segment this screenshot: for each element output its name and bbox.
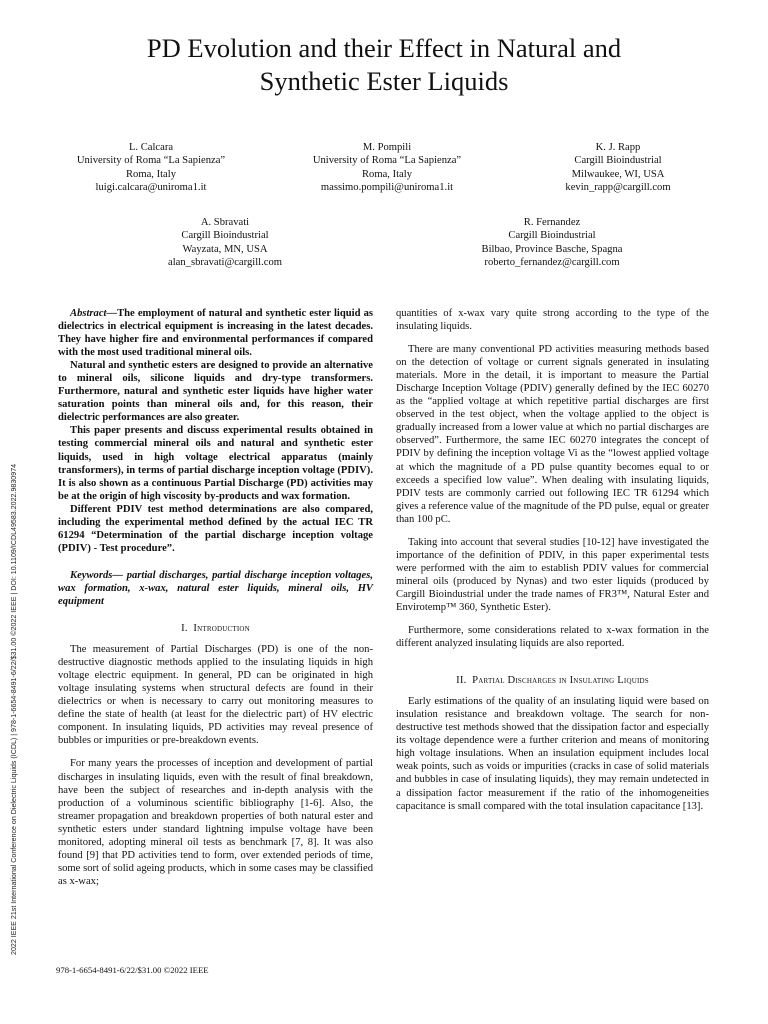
body-paragraph: The measurement of Partial Discharges (PD) is one of the non-destructive diagnostic methods applied to the insulating liquids in high voltage electric equipment. In general, PD can be originated in high voltage insulating systems when structural defects are found in their dielectrics or when is necessary to carry out monitoring measures to define the state of health (at least for the dielectric part) of HV electric component. In insulating liquids, PD activities may reveal presence of bubbles or impurities or pre-breakdown events. — [58, 644, 373, 747]
author-affiliation: Cargill Bioindustrial — [574, 155, 662, 167]
author-block — [437, 216, 667, 269]
author-affiliation: University of Roma “La Sapienza” — [76, 155, 226, 167]
doi-sidebar: 2022 IEEE 21st International Conference on Dielectric Liquids (ICDL) | 978-1-6654-8491-6/22/$31.00 ©2022 IEEE | DOI: 10.1109/ICDL49583.2022.9830974 — [10, 463, 18, 955]
keywords-label: Keywords— — [70, 569, 123, 581]
author-name: K. J. Rapp — [595, 142, 641, 153]
section-heading — [58, 622, 373, 635]
keywords-text: partial discharges, partial discharge inception voltages, wax formation, x-wax, natural ester liquids, mineral oils, HV equipment — [58, 569, 373, 607]
abstract-label: Abstract— — [70, 308, 118, 319]
author-block — [110, 216, 340, 269]
section-number: II. — [456, 675, 467, 687]
body-paragraph: Early estimations of the quality of an insulating liquid were based on insulation resistance and breakdown voltage. The search for non-destructive test methods showed that the dissipation factor and especially its voltage dependence were a further criterion and means of monitoring high voltage insulations. When an insulation equipment includes local weak points, such as voids or impurities (cracks in case of solid materials and bubbles in case of insulating liquids), they may remain undetected in a dissipation factor measurement if the ratio of the inhomogeneities capacitance is small compared with the total insulation capacitance [13]. — [396, 696, 709, 812]
author-affiliation: Cargill Bioindustrial — [181, 230, 269, 242]
author-name: A. Sbravati — [200, 217, 250, 228]
title-line-1: PD Evolution and their Effect in Natural and — [146, 33, 622, 63]
abstract-paragraph: This paper presents and discuss experimental results obtained in testing commercial mineral oils and natural and synthetic ester liquids, used in high voltage electrical apparatus (mainly transformers), in terms of partial discharge inception voltage (PDIV). It is also shown as a continuous Partial Discharge (PD) activities may be at the origin of high viscosity by-products and wax formation. — [58, 425, 373, 502]
section-heading — [396, 674, 709, 687]
abstract-paragraph: Different PDIV test method determinations are also compared, including the experimental method defined by the actual IEC TR 61294 “Determination of the partial discharge inception voltage (PDIV) - Test procedure”. — [58, 503, 373, 554]
author-name: M. Pompili — [362, 142, 412, 153]
section-number: I. — [181, 623, 188, 635]
abstract-paragraph: Natural and synthetic esters are designed to provide an alternative to mineral oils, silicone liquids and dry-type transformers. Furthermore, natural and synthetic ester liquids have higher water saturation points than mineral oils and, for this reason, their dielectric performances are also greater. — [58, 360, 373, 424]
left-column — [58, 307, 373, 898]
title-line-2: Synthetic Ester Liquids — [259, 66, 509, 96]
author-location: Roma, Italy — [125, 168, 176, 180]
abstract-paragraph — [58, 307, 373, 359]
author-email: kevin_rapp@cargill.com — [565, 181, 671, 193]
body-paragraph: There are many conventional PD activities measuring methods based on the detection of voltage or current signals generated in insulating materials. More in the detail, it is important to measure the Partial Discharge Inception Voltage (PDIV) generally defined by the IEC 60270 as the “applied voltage at which repetitive partial discharges are first observed in the test object, when the voltage applied to the object is gradually increased from a lower value at which no partial discharges are observed”. Furthermore, the same IEC 60270 integrates the concept of PDIV by defining the inception voltage Vi as the “lowest applied voltage at which the magnitude of a PD pulse quantity becomes equal to or exceeds a specified low value”. When dealing with insulating liquids, PDIV tests are commonly carried out following IEC TR 61294 which gives a reference value of the magnitude of the PD pulse, equal or greater than 100 pC. — [396, 344, 709, 525]
author-block — [503, 141, 733, 194]
body-paragraph: For many years the processes of inception and development of partial discharges in insulating liquids, even with the result of final breakdown, have been the subject of researches and in-depth analysis with the production of a voluminous scientific bibliography [1-6]. Also, the streamer propagation and breakdown properties of both natural ester and synthetic esters under standard lightning impulse voltage have been monitored, adopting mineral oil tests as benchmark [7, 8]. It was also found [9] that PD activities tend to form, over extended periods of time, some sort of solid ageing products, which in some cases may be classified as x-wax; — [58, 758, 373, 887]
author-block — [272, 141, 502, 194]
section-title: Partial Discharges in Insulating Liquids — [472, 675, 649, 687]
author-name: R. Fernandez — [523, 217, 581, 228]
author-location: Wayzata, MN, USA — [182, 243, 268, 255]
paper-title — [60, 32, 708, 98]
abstract-text: The employment of natural and synthetic ester liquid as dielectrics in electrical equipment is increasing in the latest decades. They have higher fire and environmental performances if compared with the most used traditional mineral oils. — [58, 308, 373, 359]
author-email: luigi.calcara@uniroma1.it — [95, 181, 207, 193]
keywords-paragraph — [58, 569, 373, 608]
right-column — [396, 307, 709, 823]
body-paragraph: Furthermore, some considerations related to x-wax formation in the different analyzed insulating liquids are also reported. — [396, 625, 709, 650]
body-paragraph: Taking into account that several studies [10-12] have investigated the importance of the definition of PDIV, in this paper experimental tests were performed with the aim to establish PDIV values for commercial mineral oils (produced by Nynas) and two ester liquids (produced by Cargill Bioindustrial under the trade names of FR3™, Natural Ester and Envirotemp™ 360, Synthetic Ester). — [396, 536, 709, 613]
author-email: alan_sbravati@cargill.com — [168, 256, 282, 268]
author-affiliation: University of Roma “La Sapienza” — [312, 155, 462, 167]
author-name: L. Calcara — [128, 142, 174, 153]
author-affiliation: Cargill Bioindustrial — [508, 230, 596, 242]
author-email: roberto_fernandez@cargill.com — [484, 256, 620, 268]
author-location: Milwaukee, WI, USA — [571, 168, 665, 180]
author-location: Roma, Italy — [361, 168, 412, 180]
author-location: Bilbao, Province Basche, Spagna — [481, 243, 623, 255]
author-email: massimo.pompili@uniroma1.it — [320, 181, 454, 193]
body-paragraph: quantities of x-wax vary quite strong according to the type of the insulating liquids. — [396, 308, 709, 333]
section-title: Introduction — [193, 623, 250, 635]
copyright-footer: 978-1-6654-8491-6/22/$31.00 ©2022 IEEE — [56, 965, 209, 975]
author-block — [36, 141, 266, 194]
